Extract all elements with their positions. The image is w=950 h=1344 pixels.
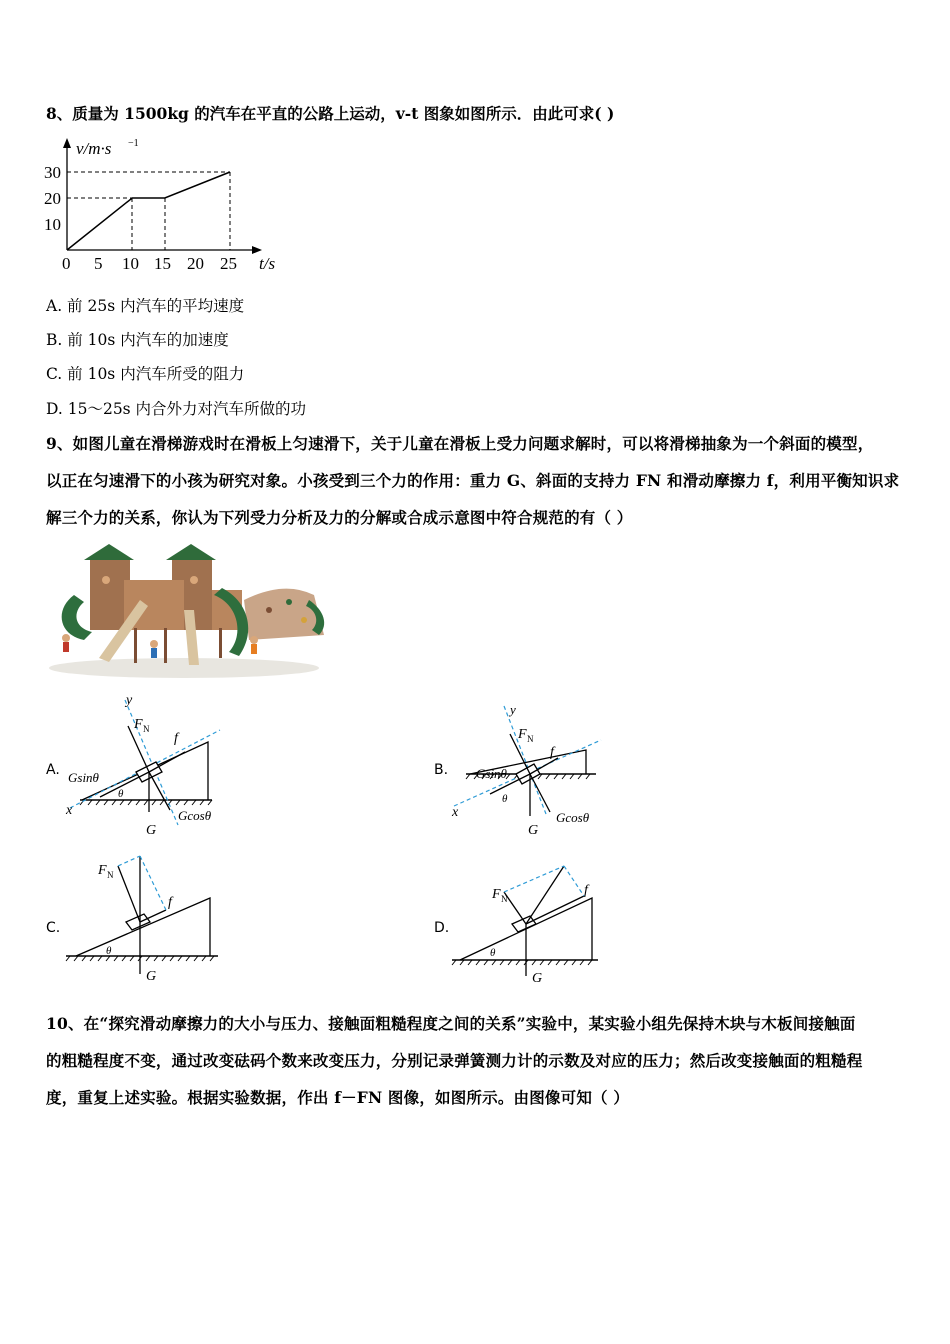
diagram-c [60, 846, 230, 986]
y-axis-label: v/m·s [76, 139, 112, 158]
svg-text:F: F [492, 887, 501, 902]
svg-text:Gsinθ: Gsinθ [68, 770, 99, 785]
vt-graph [40, 134, 285, 276]
q8-stem: 8、质量为 1500kg 的汽车在平直的公路上运动，v-t 图象如图所示．由此可求( ) [46, 104, 615, 123]
x-tick-15: 15 [154, 254, 171, 273]
y-tick-30: 30 [44, 163, 61, 182]
svg-text:G: G [532, 971, 543, 986]
q9-line-1: 9、如图儿童在滑梯游戏时在滑板上匀速滑下，关于儿童在滑板上受力问题求解时，可以将滑梯抽象为一个斜面的模型， [46, 434, 874, 453]
svg-text:Gsinθ: Gsinθ [476, 766, 507, 781]
vt-series-line [67, 172, 230, 250]
svg-text:θ: θ [106, 945, 112, 957]
y-tick-20: 20 [44, 189, 61, 208]
x-tick-20: 20 [187, 254, 204, 273]
q9-option-c-label: C. [46, 920, 61, 936]
svg-text:f: f [174, 731, 178, 746]
x-tick-10: 10 [122, 254, 139, 273]
q8-option-c: C. 前 10s 内汽车所受的阻力 [46, 365, 245, 383]
playground-image [44, 540, 332, 682]
q8-option-d: D. 15～25s 内合外力对汽车所做的功 [46, 400, 307, 418]
q9-line-2: 以正在匀速滑下的小孩为研究对象。小孩受到三个力的作用：重力 G、斜面的支持力 FN 和滑动摩擦力 f，利用平衡知识求 [46, 471, 900, 490]
svg-text:N: N [107, 870, 114, 880]
y-tick-10: 10 [44, 215, 61, 234]
q10-line-2: 的粗糙程度不变，通过改变砝码个数来改变压力，分别记录弹簧测力计的示数及对应的压力；然后改变接触面的粗糙程 [46, 1051, 863, 1070]
q9-option-d-label: D. [434, 920, 450, 936]
x-tick-0: 0 [62, 254, 71, 273]
svg-text:f: f [584, 883, 588, 898]
q10-line-1: 10、在“探究滑动摩擦力的大小与压力、接触面粗糙程度之间的关系”实验中，某实验小组先保持木块与木板间接触面 [46, 1014, 856, 1033]
svg-text:N: N [143, 724, 150, 734]
diagram-a [60, 690, 240, 840]
svg-text:N: N [527, 734, 534, 744]
svg-text:f: f [550, 745, 554, 760]
svg-text:G: G [146, 969, 157, 984]
svg-text:F: F [98, 863, 107, 878]
x-axis-label: t/s [259, 254, 276, 273]
svg-text:y: y [510, 702, 516, 717]
svg-text:N: N [501, 894, 508, 904]
svg-text:G: G [528, 823, 539, 838]
q8-option-a: A. 前 25s 内汽车的平均速度 [46, 297, 245, 315]
svg-text:θ: θ [118, 788, 124, 800]
q10-line-3: 度，重复上述实验。根据实验数据，作出 f－FN 图像，如图所示。由图像可知（ ） [46, 1088, 630, 1107]
svg-text:G: G [146, 823, 157, 838]
svg-text:x: x [452, 805, 459, 820]
svg-text:x: x [66, 803, 73, 818]
q9-option-a-label: A. [46, 762, 60, 778]
q8-option-b: B. 前 10s 内汽车的加速度 [46, 331, 229, 349]
y-axis-exp: −1 [128, 138, 139, 149]
svg-text:f: f [168, 895, 172, 910]
svg-text:θ: θ [502, 793, 508, 805]
diagram-b [446, 694, 616, 840]
x-tick-25: 25 [220, 254, 237, 273]
q9-option-b-label: B. [434, 762, 449, 778]
x-tick-5: 5 [94, 254, 103, 273]
diagram-d [446, 856, 616, 988]
svg-text:F: F [134, 717, 143, 732]
svg-text:θ: θ [490, 947, 496, 959]
svg-text:Gcosθ: Gcosθ [556, 810, 590, 825]
svg-text:F: F [518, 727, 527, 742]
svg-text:y: y [126, 693, 133, 708]
svg-text:Gcosθ: Gcosθ [178, 808, 212, 823]
q9-line-3: 解三个力的关系，你认为下列受力分析及力的分解或合成示意图中符合规范的有（ ） [46, 508, 633, 527]
